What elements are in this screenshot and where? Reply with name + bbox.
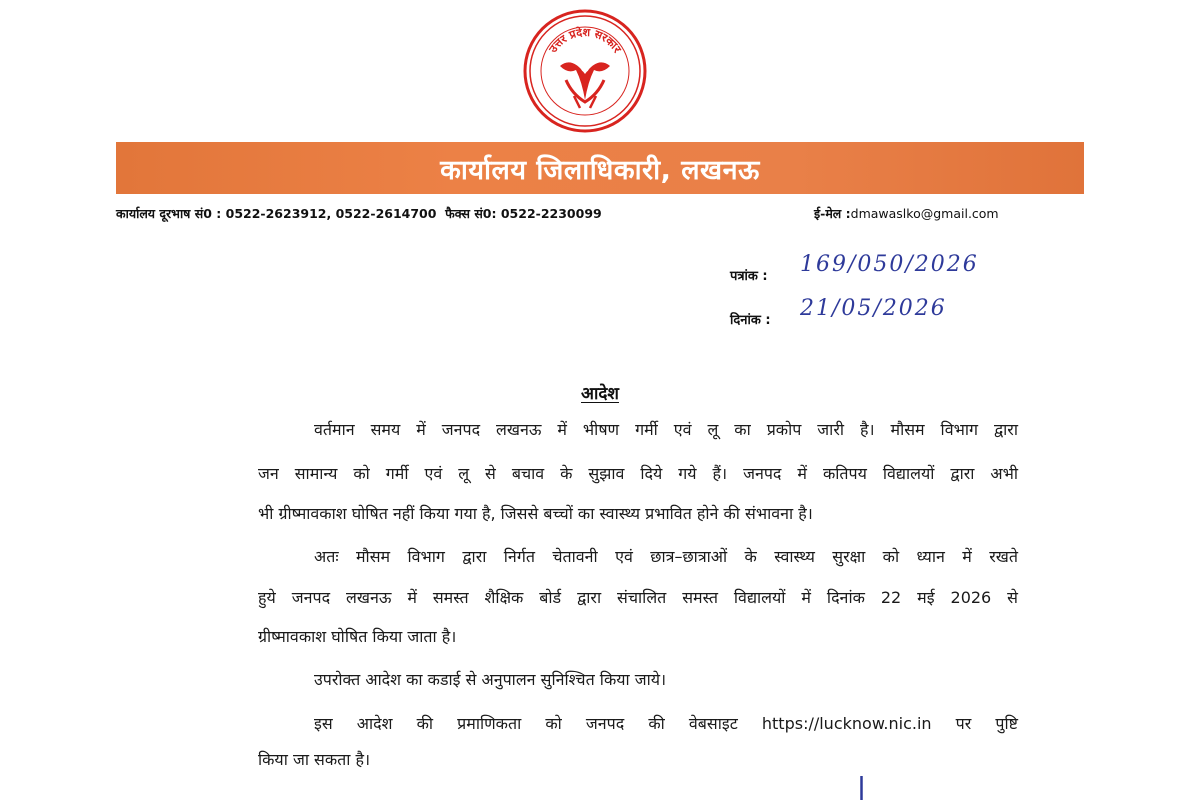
paragraph-line: ग्रीष्मावकाश घोषित किया जाता है। [258, 627, 457, 646]
signature-stroke [860, 776, 863, 800]
email-address: dmawaslko@gmail.com [850, 206, 999, 221]
patrank-value: 169/050/2026 [800, 252, 979, 277]
phone-numbers: 0522-2623912, 0522-2614700 [225, 206, 437, 221]
phone-label: कार्यालय दूरभाष सं0 : [116, 206, 222, 221]
office-title: कार्यालय जिलाधिकारी, लखनऊ [440, 154, 760, 186]
paragraph-line: जन सामान्य को गर्मी एवं लू से बचाव के सुझाव दिये गये हैं। जनपद में कतिपय विद्यालयों द्वारा अभी [258, 464, 1018, 483]
phone-fax-info [116, 205, 602, 222]
paragraph-line: वर्तमान समय में जनपद लखनऊ में भीषण गर्मी एवं लू का प्रकोप जारी है। मौसम विभाग द्वारा [314, 420, 1018, 439]
order-heading [0, 381, 1200, 404]
up-government-emblem [522, 8, 648, 134]
dinank-value: 21/05/2026 [800, 296, 947, 321]
paragraph-line: इस आदेश की प्रमाणिकता को जनपद की वेबसाइट https://lucknow.nic.in पर पुष्टि [314, 714, 1018, 733]
dinank-label: दिनांक : [730, 313, 771, 328]
date-row [730, 296, 947, 328]
paragraph-line: उपरोक्त आदेश का कडाई से अनुपालन सुनिश्चित किया जाये। [314, 670, 667, 689]
paragraph-line: किया जा सकता है। [258, 750, 371, 769]
order-heading-text: आदेश [581, 384, 619, 404]
email-info [814, 205, 999, 222]
paragraph-line: भी ग्रीष्मावकाश घोषित नहीं किया गया है, जिससे बच्चों का स्वास्थ्य प्रभावित होने की संभावना है। [258, 504, 813, 523]
fax-label: फैक्स सं0: [445, 206, 497, 221]
paragraph-line: अतः मौसम विभाग द्वारा निर्गत चेतावनी एवं छात्र–छात्राओं के स्वास्थ्य सुरक्षा को ध्यान में रखते [314, 547, 1018, 566]
emblem-text: उत्तर प्रदेश सरकार [546, 25, 624, 56]
office-title-band [116, 142, 1084, 194]
fax-number: 0522-2230099 [500, 206, 602, 221]
paragraph-line: हुये जनपद लखनऊ में समस्त शैक्षिक बोर्ड द्वारा संचालित समस्त विद्यालयों में दिनांक 22 मई 2026 से [258, 588, 1018, 607]
patrank-label: पत्रांक : [730, 269, 768, 284]
reference-number-row [730, 252, 979, 284]
email-label: ई-मेल : [814, 206, 851, 221]
